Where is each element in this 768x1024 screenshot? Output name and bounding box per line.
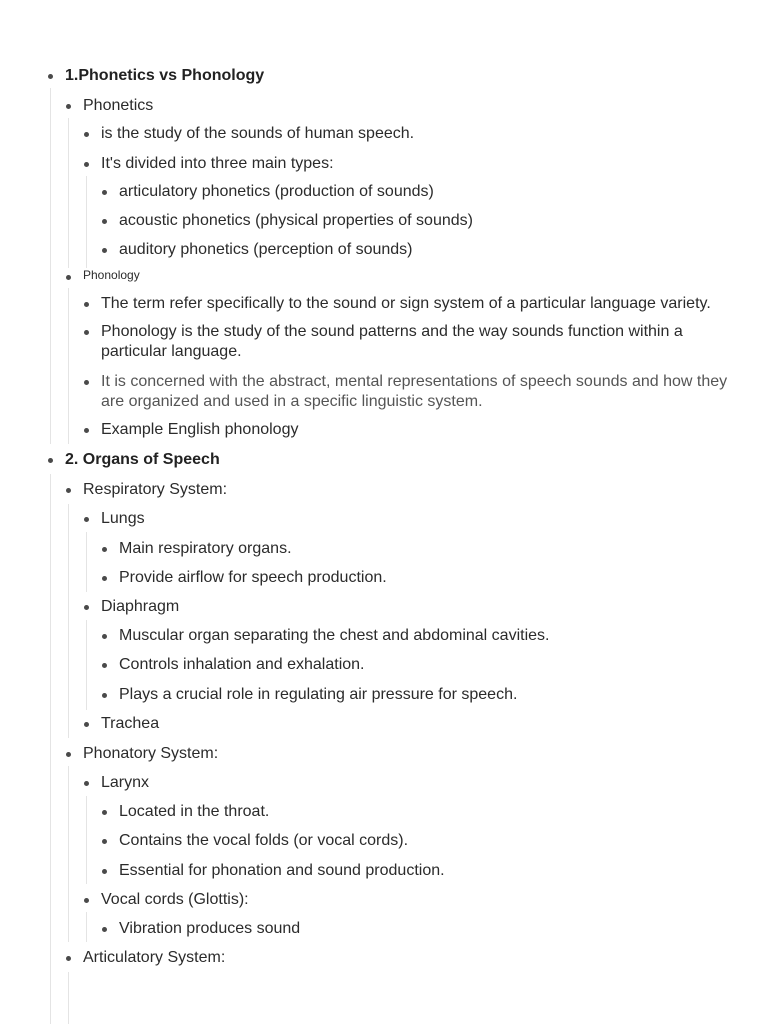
guide-line-lungs	[86, 532, 87, 592]
bullet-icon	[84, 428, 89, 433]
list-item-text: Example English phonology	[101, 421, 299, 438]
section-title: 1.Phonetics vs Phonology	[65, 67, 265, 84]
bullet-icon	[84, 898, 89, 903]
bullet-icon	[84, 162, 89, 167]
list-item-text: is the study of the sounds of human speech.	[101, 125, 415, 142]
list-item-text: articulatory phonetics (production of sounds)	[119, 183, 434, 200]
bullet-icon	[102, 927, 107, 932]
list-item-text: The term refer specifically to the sound or sign system of a particular language variety.	[101, 295, 711, 312]
bullet-icon	[102, 219, 107, 224]
guide-line-phonatory	[68, 766, 69, 942]
guide-line-phonetics	[68, 118, 69, 268]
bullet-icon	[102, 248, 107, 253]
bullet-icon	[48, 74, 53, 79]
list-item-label: Articulatory System:	[83, 949, 226, 966]
section-title: 2. Organs of Speech	[65, 451, 220, 468]
list-item-label: Vocal cords (Glottis):	[101, 891, 249, 908]
list-item-text: auditory phonetics (perception of sounds)	[119, 241, 413, 258]
bullet-icon	[102, 547, 107, 552]
bullet-icon	[66, 104, 71, 109]
bullet-icon	[66, 752, 71, 757]
bullet-icon	[84, 722, 89, 727]
bullet-icon	[102, 663, 107, 668]
list-item-text: Plays a crucial role in regulating air pressure for speech.	[119, 686, 518, 703]
bullet-icon	[48, 458, 53, 463]
list-item-text: It is concerned with the abstract, mental representations of speech sounds and how they are organized and used in a specific linguistic system.	[101, 373, 728, 410]
bullet-icon	[102, 190, 107, 195]
list-item-label: Phonology	[83, 268, 140, 282]
list-item-text: Muscular organ separating the chest and abdominal cavities.	[119, 627, 550, 644]
list-item-text: Located in the throat.	[119, 803, 270, 820]
bullet-icon	[102, 810, 107, 815]
guide-line-phonology	[68, 288, 69, 444]
bullet-icon	[102, 869, 107, 874]
bullet-icon	[102, 693, 107, 698]
bullet-icon	[84, 781, 89, 786]
bullet-icon	[102, 634, 107, 639]
list-item-text: Phonology is the study of the sound patterns and the way sounds function within a particular language.	[101, 323, 683, 360]
bullet-icon	[66, 956, 71, 961]
list-item-text: Provide airflow for speech production.	[119, 569, 387, 586]
bullet-icon	[84, 517, 89, 522]
bullet-icon	[84, 380, 89, 385]
bullet-icon	[84, 330, 89, 335]
list-item-text: It's divided into three main types:	[101, 155, 334, 172]
bullet-icon	[102, 576, 107, 581]
list-item-label: Diaphragm	[101, 598, 180, 615]
list-item-label: Phonetics	[83, 97, 154, 114]
guide-line-larynx	[86, 796, 87, 884]
list-item-text: acoustic phonetics (physical properties of sounds)	[119, 212, 473, 229]
bullet-icon	[84, 132, 89, 137]
bullet-icon	[102, 839, 107, 844]
list-item-label: Larynx	[101, 774, 150, 791]
guide-line-section-1	[50, 88, 51, 444]
bullet-icon	[84, 605, 89, 610]
guide-line-diaphragm	[86, 620, 87, 710]
list-item-text: Main respiratory organs.	[119, 540, 292, 557]
list-item-label: Lungs	[101, 510, 145, 527]
guide-line-section-2	[50, 474, 51, 1024]
bullet-icon	[66, 488, 71, 493]
list-item-label: Phonatory System:	[83, 745, 219, 762]
list-item-text: Vibration produces sound	[119, 920, 301, 937]
list-item-text: Essential for phonation and sound production.	[119, 862, 445, 879]
bullet-icon	[84, 302, 89, 307]
list-item-text: Contains the vocal folds (or vocal cords).	[119, 832, 409, 849]
list-item-label: Respiratory System:	[83, 481, 228, 498]
bullet-icon	[66, 275, 71, 280]
guide-line-articulatory	[68, 972, 69, 1024]
guide-line-respiratory	[68, 504, 69, 738]
guide-line-phonetics-types	[86, 176, 87, 268]
list-item-label: Trachea	[101, 715, 160, 732]
guide-line-vocal-cords	[86, 912, 87, 942]
list-item-text: Controls inhalation and exhalation.	[119, 656, 365, 673]
